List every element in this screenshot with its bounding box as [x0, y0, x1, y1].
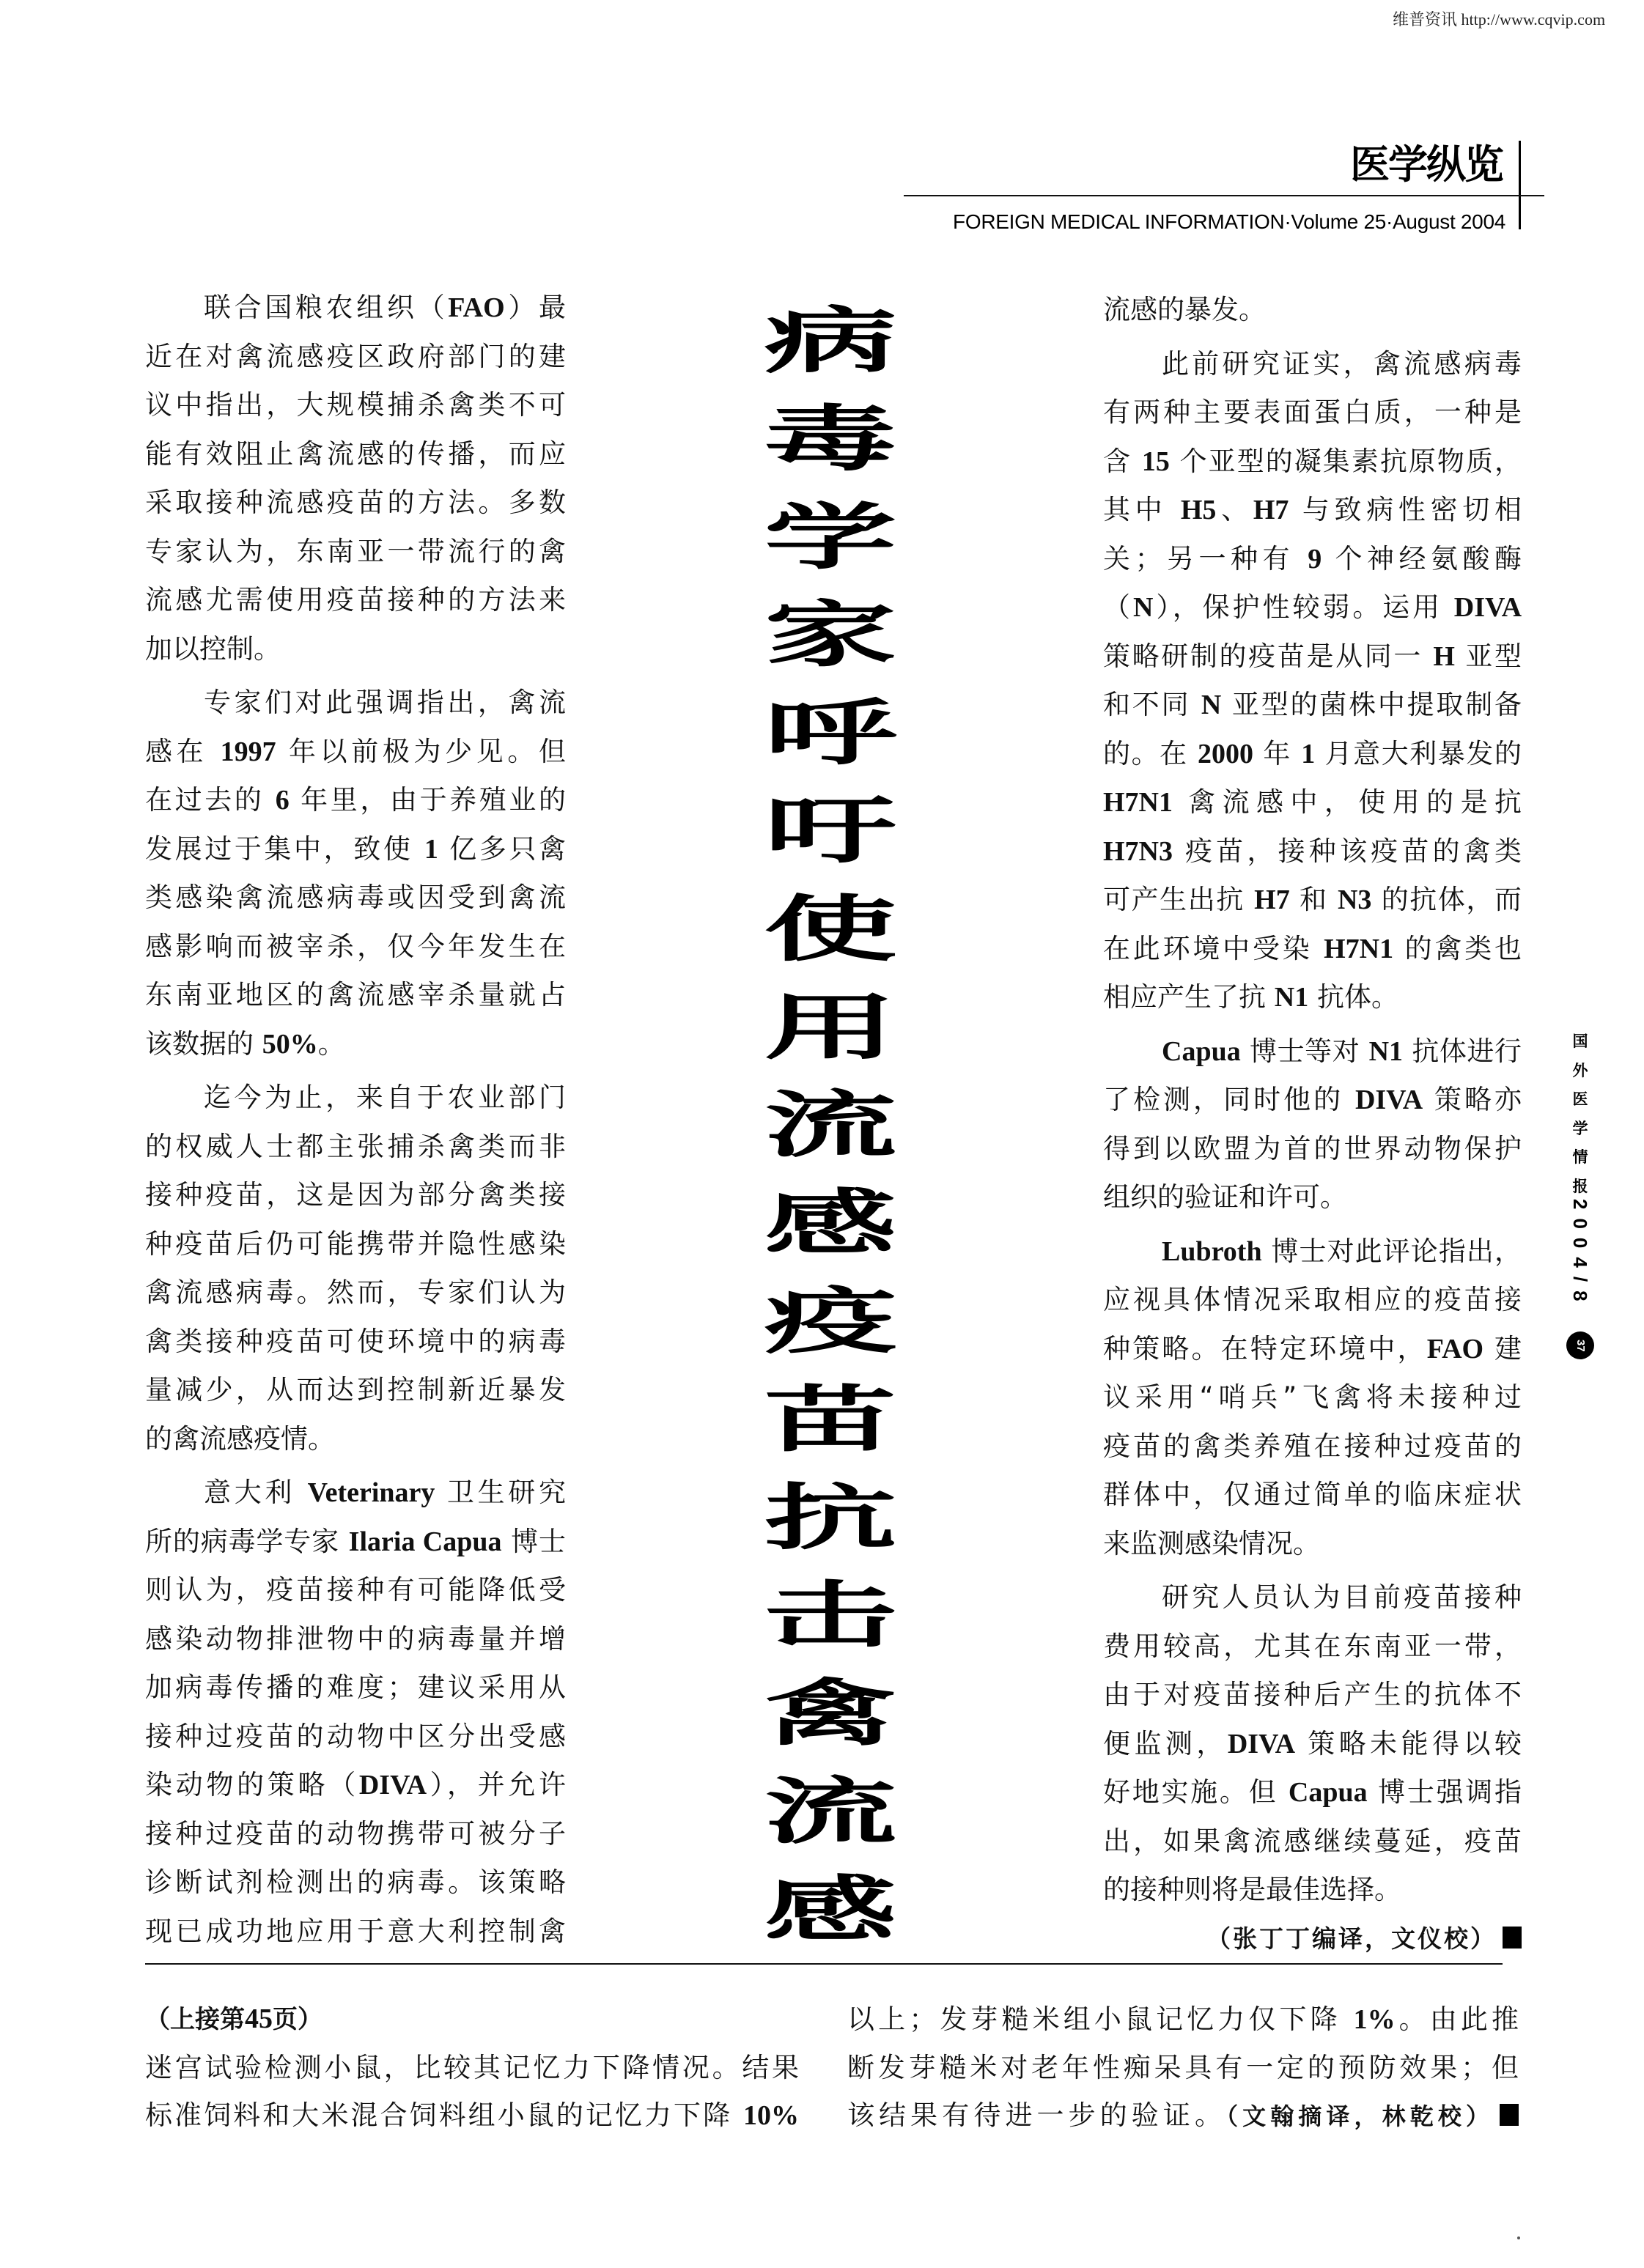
continued-left-column	[145, 1995, 799, 2140]
text-line: H7N3 疫苗，接种该疫苗的禽类	[1103, 835, 1522, 867]
text-line: Capua 博士等对 N1 抗体进行	[1162, 1035, 1522, 1067]
end-mark-icon	[1503, 1927, 1522, 1949]
paragraph	[1103, 340, 1522, 1022]
title-char: 流	[764, 1770, 897, 1854]
text-line: H7N1 禽流感中，使用的是抗	[1103, 786, 1522, 818]
title-char: 击	[764, 1574, 897, 1658]
header-vertical-divider	[1519, 141, 1521, 229]
sidebar-char: 情	[1572, 1148, 1588, 1167]
sidebar-char: 外	[1572, 1061, 1588, 1079]
text-line: 迷宫试验检测小鼠，比较其记忆力下降情况。结果	[145, 2051, 799, 2083]
page-number: 37	[1574, 1339, 1587, 1352]
title-char: 使	[764, 887, 897, 972]
paragraph	[1103, 1227, 1522, 1569]
text-line-with-credit	[847, 2091, 1519, 2140]
text-line: 来监测感染情况。	[1103, 1527, 1320, 1559]
text-line: 发展过于集中，致使 1 亿多只禽	[145, 832, 566, 865]
continued-label: （上接第45页）	[145, 2003, 322, 2034]
title-char: 家	[764, 594, 897, 678]
title-char: 疫	[764, 1279, 897, 1364]
text-line: 诊断试剂检测出的病毒。该策略	[145, 1866, 566, 1898]
text-line: 近在对禽流感疫区政府部门的建	[145, 340, 566, 372]
header-rule	[904, 195, 1544, 196]
text-line: 东南亚地区的禽流感宰杀量就占	[145, 979, 566, 1011]
text-line: 能有效阻止禽流感的传播，而应	[145, 437, 566, 470]
text-line: 接种过疫苗的动物中区分出受感	[145, 1720, 566, 1752]
text-line: 联合国粮农组织（FAO）最	[204, 292, 566, 323]
article-right-column	[1103, 286, 1522, 1963]
section-divider-rule	[145, 1963, 1503, 1965]
paragraph	[1103, 286, 1522, 335]
text-line: 相应产生了抗 N1 抗体。	[1103, 981, 1398, 1013]
text-line: 量减少，从而达到控制新近暴发	[145, 1374, 566, 1406]
sidebar-journal-name	[1571, 1027, 1589, 1202]
text-line: 研究人员认为目前疫苗接种	[1162, 1581, 1522, 1613]
text-line: 加病毒传播的难度；建议采用从	[145, 1672, 566, 1703]
title-char: 吁	[764, 789, 897, 873]
text-line: 的权威人士都主张捕杀禽类而非	[145, 1130, 566, 1162]
text-line: 流感的暴发。	[1103, 294, 1266, 325]
text-segment: 该结果有待进一步的验证。	[847, 2099, 1227, 2131]
text-line: 出，如果禽流感继续蔓延，疫苗	[1103, 1825, 1522, 1857]
text-line: 含 15 个亚型的凝集素抗原物质，	[1103, 445, 1522, 477]
text-line: 感在 1997 年以前极为少见。但	[145, 735, 566, 767]
text-line: 专家认为，东南亚一带流行的禽	[145, 535, 566, 567]
title-char: 苗	[764, 1378, 897, 1462]
text-line: 断发芽糙米对老年性痴呆具有一定的预防效果；但	[847, 2051, 1519, 2083]
text-line: 和不同 N 亚型的菌株中提取制备	[1103, 689, 1522, 720]
text-line: 标准饲料和大米混合饲料组小鼠的记忆力下降 10%	[145, 2099, 799, 2131]
continued-credit: （文翰摘译，林乾校）	[1226, 2102, 1494, 2130]
credit-text: （张丁丁编译，文仪校）	[1206, 1924, 1497, 1953]
title-char: 流	[764, 1084, 897, 1168]
paragraph	[145, 1469, 566, 1956]
text-line: 则认为，疫苗接种有可能降低受	[145, 1574, 566, 1606]
title-char: 感	[764, 1182, 897, 1266]
text-line: 接种过疫苗的动物携带可被分子	[145, 1817, 566, 1850]
text-line: 了检测，同时他的 DIVA 策略亦	[1103, 1084, 1522, 1115]
text-line: 群体中，仅通过简单的临床症状	[1103, 1479, 1522, 1510]
title-char: 毒	[764, 397, 897, 481]
page-number-badge	[1566, 1331, 1594, 1359]
article-left-column	[145, 284, 566, 1956]
text-line: 专家们对此强调指出，禽流	[204, 687, 566, 718]
text-line: 加以控制。	[145, 632, 281, 665]
text-line: 议中指出，大规模捕杀禽类不可	[145, 389, 566, 421]
text-line: 在此环境中受染 H7N1 的禽类也	[1103, 932, 1522, 964]
title-char: 感	[764, 1868, 897, 1952]
print-speck-mark	[1517, 2236, 1520, 2239]
text-line: 有两种主要表面蛋白质，一种是	[1103, 396, 1522, 428]
end-mark-icon	[1500, 2104, 1519, 2126]
sidebar-char: 报	[1572, 1177, 1588, 1195]
text-line: 现已成功地应用于意大利控制禽	[145, 1915, 566, 1947]
text-line: 的接种则将是最佳选择。	[1103, 1874, 1401, 1905]
paragraph	[145, 1074, 566, 1463]
paragraph	[1103, 1573, 1522, 1915]
text-line: Lubroth 博士对此评论指出，	[1162, 1235, 1522, 1267]
text-line: 采取接种流感疫苗的方法。多数	[145, 487, 566, 518]
title-char: 用	[764, 986, 897, 1070]
text-line: 种疫苗后仍可能携带并隐性感染	[145, 1227, 566, 1260]
title-char: 抗	[764, 1476, 897, 1560]
article-title	[757, 293, 904, 1960]
text-line: 的。在 2000 年 1 月意大利暴发的	[1103, 737, 1522, 769]
text-line: 得到以欧盟为首的世界动物保护	[1103, 1132, 1522, 1164]
paragraph	[1103, 1027, 1522, 1222]
text-line: 所的病毒学专家 Ilaria Capua 博士	[145, 1525, 566, 1557]
sidebar-issue: 2004/8	[1569, 1199, 1591, 1310]
text-line: 以上；发芽糙米组小鼠记忆力仅下降 1%。由此推	[847, 2003, 1519, 2035]
title-char: 学	[764, 495, 897, 580]
text-line: 此前研究证实，禽流感病毒	[1162, 347, 1522, 380]
text-line: 组织的验证和许可。	[1103, 1181, 1347, 1213]
watermark: 维普资讯 http://www.cqvip.com	[1393, 10, 1606, 29]
continued-right-column	[847, 1995, 1519, 2140]
text-line: 在过去的 6 年里，由于养殖业的	[145, 784, 566, 816]
journal-info-line: FOREIGN MEDICAL INFORMATION·Volume 25·August 2004	[953, 210, 1505, 233]
text-line: 禽流感病毒。然而，专家们认为	[145, 1277, 566, 1308]
text-line: 便监测，DIVA 策略未能得以较	[1103, 1727, 1522, 1759]
text-line: 策略研制的疫苗是从同一 H 亚型	[1103, 640, 1522, 672]
paragraph	[145, 679, 566, 1068]
text-line: 好地实施。但 Capua 博士强调指	[1103, 1776, 1522, 1808]
text-line: 疫苗的禽类养殖在接种过疫苗的	[1103, 1430, 1522, 1462]
text-line: 流感尤需使用疫苗接种的方法来	[145, 584, 566, 616]
text-line: 类感染禽流感病毒或因受到禽流	[145, 882, 566, 913]
title-char: 病	[764, 300, 897, 383]
text-line: （N），保护性较弱。运用 DIVA	[1103, 591, 1522, 623]
title-char: 禽	[764, 1672, 897, 1757]
sidebar-char: 国	[1572, 1033, 1588, 1050]
text-line: 可产生出抗 H7 和 N3 的抗体，而	[1103, 884, 1522, 915]
text-line: 感影响而被宰杀，仅今年发生在	[145, 930, 566, 962]
article-credit	[1103, 1915, 1522, 1964]
sidebar-char: 学	[1572, 1119, 1588, 1137]
text-line: 染动物的策略（DIVA），并允许	[145, 1769, 566, 1800]
text-line: 迄今为止，来自于农业部门	[204, 1082, 566, 1113]
sidebar-char: 医	[1572, 1090, 1588, 1109]
section-title: 医学纵览	[1350, 141, 1503, 188]
title-char: 呼	[764, 692, 897, 776]
paragraph	[145, 284, 566, 673]
text-line: 其中 H5、H7 与致病性密切相	[1103, 494, 1522, 525]
text-line: 由于对疫苗接种后产生的抗体不	[1103, 1679, 1522, 1710]
text-line: 应视具体情况采取相应的疫苗接	[1103, 1284, 1522, 1315]
text-line: 的禽流感疫情。	[145, 1422, 335, 1455]
text-line: 该数据的 50%。	[145, 1027, 345, 1060]
text-line: 议采用“哨兵”飞禽将未接种过	[1103, 1381, 1522, 1413]
text-line: 意大利 Veterinary 卫生研究	[204, 1477, 566, 1508]
text-line: 费用较高，尤其在东南亚一带，	[1103, 1630, 1522, 1662]
text-line: 种策略。在特定环境中，FAO 建	[1103, 1332, 1522, 1364]
text-line: 感染动物排泄物中的病毒量并增	[145, 1622, 566, 1655]
text-line: 禽类接种疫苗可使环境中的病毒	[145, 1325, 566, 1357]
text-line: 接种疫苗，这是因为部分禽类接	[145, 1179, 566, 1211]
text-line: 关；另一种有 9 个神经氨酸酶	[1103, 542, 1522, 575]
